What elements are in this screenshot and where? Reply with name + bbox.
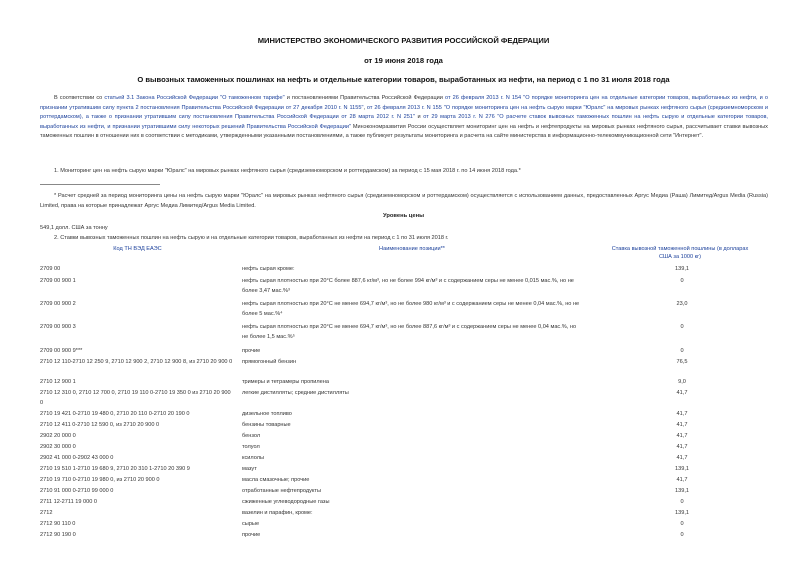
row-rate: 41,7 bbox=[676, 444, 688, 450]
document-date: от 19 июня 2018 года bbox=[364, 56, 443, 65]
intro-text-4: и bbox=[414, 114, 424, 121]
row-code: 2709 00 900 2 bbox=[40, 301, 76, 307]
row-code: 2710 19 421 0-2710 19 480 0, 2710 20 110 0-2710 20 190 0 bbox=[40, 411, 190, 417]
resolution-276-link[interactable]: от 29 марта 2013 г. N 276 "О расчете ставок вывозных таможенных пошлин на нефть сырую и отдельные категории товаров, выработанных из нефти, и признании утратившими силу некоторых решений Правительства Российской Федерации" bbox=[40, 114, 768, 130]
footnote-divider bbox=[40, 184, 160, 185]
row-name: сжиженные углеводородные газы bbox=[242, 499, 330, 505]
row-code: 2902 41 000 0-2902 43 000 0 bbox=[40, 455, 114, 461]
row-name: масла смазочные; прочие bbox=[242, 477, 310, 483]
row-rate: 0 bbox=[680, 324, 684, 330]
row-code: 2709 00 bbox=[40, 266, 61, 272]
row-code: 2709 00 900 1 bbox=[40, 278, 76, 284]
row-rate: 139,1 bbox=[675, 488, 689, 494]
price-heading: Уровень цены bbox=[382, 213, 425, 219]
row-name: мазут bbox=[242, 466, 257, 472]
row-name: нефть сырая плотностью при 20°С не менее 694,7 кг/м³, но не более 980 кг/м³ и с содержанием серы не менее 0,04 мас.%, но не более 5 мас.%⁴ bbox=[242, 301, 580, 317]
row-rate: 41,7 bbox=[676, 390, 688, 396]
row-name: бензины товарные bbox=[242, 422, 291, 428]
ministry-heading: МИНИСТЕРСТВО ЭКОНОМИЧЕСКОГО РАЗВИТИЯ РОССИЙСКОЙ ФЕДЕРАЦИИ bbox=[257, 36, 550, 45]
row-code: 2710 12 110-2710 12 250 9, 2710 12 900 2, 2710 12 900 8, из 2710 20 900 0 bbox=[40, 359, 233, 365]
footnote: * Расчет средней за период мониторинга цены на нефть сырую марки "Юралс" на мировых рынках нефтяного сырья (средиземноморском и роттердамском) осуществляется с использованием данных, предоставленных Аргус Медиа (Раша) Лимитед/Argus Media (Russia) Limited, права на которые принадлежат Аргус Медиа Лимитед/Argus Media Limited. bbox=[40, 193, 768, 209]
intro-text-2: и постановлениями Правительства Российской Федерации bbox=[284, 95, 445, 101]
row-name: бензол bbox=[242, 433, 261, 439]
row-rate: 9,0 bbox=[678, 379, 686, 385]
row-rate: 0 bbox=[680, 499, 684, 505]
row-name: прямогонный бензин bbox=[242, 359, 297, 365]
row-rate: 41,7 bbox=[676, 477, 688, 483]
row-rate: 41,7 bbox=[676, 433, 688, 439]
row-name: вазелин и парафин, кроме: bbox=[242, 510, 313, 516]
row-code: 2712 90 110 0 bbox=[40, 521, 76, 527]
row-code: 2709 00 900 3 bbox=[40, 324, 76, 330]
monitoring-item: 1. Мониторинг цен на нефть сырую марки "Юралс" на мировых рынках нефтяного сырья (средиземноморском и роттердамском) за период с 15 мая 2018 г. по 14 июня 2018 года.* bbox=[54, 168, 521, 174]
row-name: сырые bbox=[242, 521, 260, 527]
row-code: 2711 12-2711 19 000 0 bbox=[40, 499, 98, 505]
row-name: тримеры и тетрамеры пропилена bbox=[242, 379, 329, 385]
row-name: нефть сырая кроме: bbox=[242, 266, 295, 272]
document-title: О вывозных таможенных пошлинах на нефть и отдельные категории товаров, выработанных из нефти, на период с 1 по 31 июля 2018 года bbox=[137, 75, 670, 84]
rates-item: 2. Ставки вывозных таможенных пошлин на нефть сырую и на отдельные категории товаров, выработанных из нефти на период с 1 по 31 июля 2018 г. bbox=[54, 235, 449, 241]
row-code: 2712 bbox=[40, 510, 53, 516]
row-code: 2710 19 710 0-2710 19 980 0, из 2710 20 900 0 bbox=[40, 477, 160, 483]
row-rate: 0 bbox=[680, 278, 684, 284]
intro-paragraph bbox=[40, 94, 768, 142]
row-name: нефть сырая плотностью при 20°С более 887,6 кг/м³, но не более 994 кг/м³ и с содержанием серы не менее 0,015 мас.%, но не более 3,47 мас.%³ bbox=[242, 278, 574, 294]
intro-text-5: Минэкономразвития России осуществляет мониторинг цен на нефть и нефтепродукты на мировых рынках нефтяного сырья, рассчитывает ставки вывозных таможенных пошлин в отношении них в соответствии с методиками, утвержденными указанными постановлениями, а также публикует результаты мониторинга и расчета на сайте министерства в информационно-телекоммуникационной сети "Интернет". bbox=[40, 123, 768, 140]
row-rate: 139,1 bbox=[675, 510, 689, 516]
row-code: 2712 90 190 0 bbox=[40, 532, 76, 538]
row-code: 2710 12 310 0, 2710 12 700 0, 2710 19 110 0-2710 19 350 0 из 2710 20 900 0 bbox=[40, 390, 231, 406]
row-rate: 139,1 bbox=[675, 466, 689, 472]
resolution-155-link[interactable]: от 26 февраля 2013 г. N 155 "О порядке мониторинга цен на нефть сырую марки "Юралс" на мировых рынках нефтяного сырья (средиземноморском и роттердамском), а также о признании утратившим силу постановления Правительства Российской Федерации от 28 марта 2012 г. N 251" bbox=[40, 104, 769, 121]
row-rate: 41,7 bbox=[676, 411, 688, 417]
row-rate: 41,7 bbox=[676, 455, 688, 461]
price-value: 549,1 долл. США за тонну bbox=[40, 225, 108, 231]
row-name: толуол bbox=[242, 444, 260, 450]
row-code: 2710 12 411 0-2710 12 590 0, из 2710 20 900 0 bbox=[40, 422, 160, 428]
row-code: 2709 00 900 9*** bbox=[40, 348, 83, 354]
col-header-code: Код ТН ВЭД ЕАЭС bbox=[113, 246, 162, 252]
row-name: нефть сырая плотностью при 20°С не менее 694,7 кг/м³, но не более 887,6 кг/м³ и с содержанием серы не менее 0,04 мас.%, но не более 1,5 мас.%⁵ bbox=[242, 324, 577, 340]
row-code: 2710 19 510 1-2710 19 680 9, 2710 20 310 1-2710 20 390 9 bbox=[40, 466, 190, 472]
col-header-name: Наименование позиции** bbox=[379, 246, 445, 252]
row-code: 2710 91 000 0-2710 99 000 0 bbox=[40, 488, 114, 494]
row-rate: 0 bbox=[680, 348, 684, 354]
resolution-154-link[interactable]: от 26 февраля 2013 г. N 154 "О порядке мониторинга цен на отдельные категории товаров, выработанных из нефти, и о признании утратившим силу пункта 2 постановления Правительства Российской Федерации от 27 декабря 2010 г. N 1155" bbox=[40, 95, 768, 111]
row-rate: 139,1 bbox=[675, 266, 689, 272]
row-name: дизельное топливо bbox=[242, 411, 292, 417]
row-rate: 0 bbox=[680, 532, 684, 538]
row-name: отработанные нефтепродукты bbox=[242, 488, 322, 494]
col-header-rate: Ставка вывозной таможенной пошлины (в долларах США за 1000 кг) bbox=[611, 246, 749, 260]
intro-text-1: В соответствии со bbox=[54, 95, 105, 101]
row-rate: 23,0 bbox=[676, 301, 688, 307]
row-name: ксилолы bbox=[242, 455, 265, 461]
row-name: прочие bbox=[242, 348, 261, 354]
row-rate: 76,5 bbox=[676, 359, 688, 365]
row-name: прочие bbox=[242, 532, 261, 538]
row-code: 2710 12 900 1 bbox=[40, 379, 76, 385]
row-code: 2902 30 000 0 bbox=[40, 444, 76, 450]
row-name: легкие дистилляты; средние дистилляты bbox=[242, 390, 349, 396]
intro-text-3: , bbox=[363, 104, 367, 111]
row-code: 2902 20 000 0 bbox=[40, 433, 76, 439]
row-rate: 0 bbox=[680, 521, 684, 527]
row-rate: 41,7 bbox=[676, 422, 688, 428]
law-link[interactable]: статьей 3.1 Закона Российской Федерации "О таможенном тарифе" bbox=[104, 95, 285, 101]
